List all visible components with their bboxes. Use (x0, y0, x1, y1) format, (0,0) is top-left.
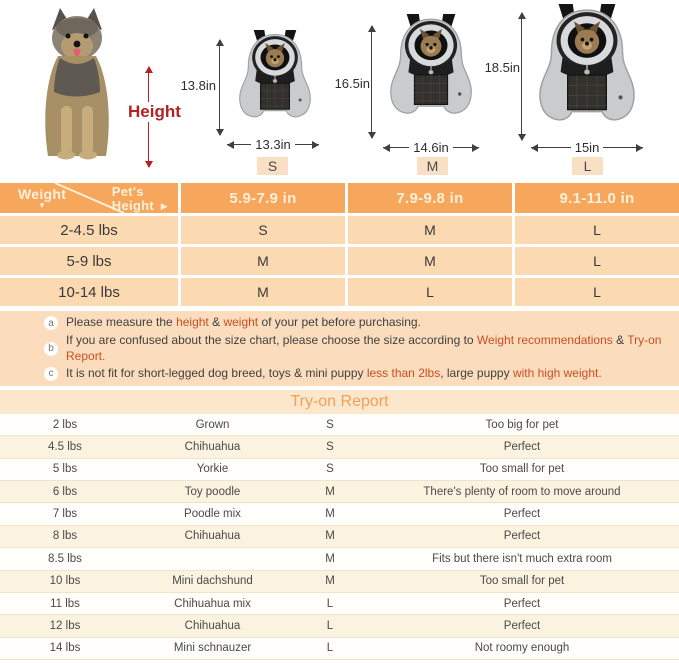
backpack-l-height-arrow (521, 13, 522, 140)
backpack-m-width-value: 14.6in (413, 140, 449, 155)
tryon-row (0, 481, 679, 503)
size-table-size-cell: M (348, 216, 512, 244)
height-axis-text: Pet's Height (111, 184, 155, 213)
tryon-breed-cell: Chihuahua (184, 619, 241, 632)
backpack-s-width-arrow (227, 137, 319, 152)
size-table-size-cell: M (181, 247, 345, 275)
size-chip-m: M (417, 157, 448, 175)
height-annotation-label: Height (128, 102, 181, 121)
tryon-weight-cell: 2 lbs (52, 418, 78, 431)
note-text-segment: of your pet before purchasing. (258, 315, 421, 330)
note-a (44, 315, 667, 331)
tryon-size-cell: L (326, 597, 334, 610)
size-table-size-cell: L (348, 278, 512, 306)
size-table-size-cell: L (515, 247, 679, 275)
tryon-size-cell: M (325, 508, 335, 521)
arrow-down-icon: ▼ (37, 201, 47, 210)
tryon-size-cell: S (326, 441, 334, 454)
note-text-segment: weight (223, 315, 259, 330)
weight-axis-text: Weight (18, 186, 67, 202)
backpack-m-height-arrow (371, 26, 372, 138)
tryon-comment-cell: There's plenty of room to move around (423, 485, 621, 498)
arrow-left-icon (531, 147, 571, 148)
size-chip-l: L (572, 157, 603, 175)
backpack-s-image (233, 30, 317, 129)
note-text-segment: Try-on Report. (66, 332, 662, 363)
tryon-report-title: Try-on Report (0, 390, 679, 414)
size-table-weight-cell: 5-9 lbs (0, 247, 178, 275)
size-chip-s: S (257, 157, 288, 175)
tryon-row (0, 615, 679, 637)
tryon-weight-cell: 4.5 lbs (48, 441, 82, 454)
tryon-weight-cell: 12 lbs (49, 619, 81, 632)
row-axis-label (18, 187, 66, 210)
size-table-col-header: 9.1-11.0 in (515, 183, 679, 213)
size-table-col-header: 7.9-9.8 in (348, 183, 512, 213)
tryon-breed-cell: Chihuahua (184, 441, 241, 454)
note-text-segment: less than 2lbs (366, 366, 441, 381)
note-text-segment: & (208, 315, 224, 330)
tryon-size-cell: M (325, 575, 335, 588)
tryon-breed-cell: Toy poodle (184, 485, 241, 498)
tryon-row (0, 459, 679, 481)
note-text-segment: If you are confused about the size chart, please choose the size according to (66, 332, 477, 347)
tryon-weight-cell: 14 lbs (49, 642, 81, 655)
tryon-weight-cell: 7 lbs (52, 508, 78, 521)
tryon-weight-cell: 8.5 lbs (48, 552, 82, 565)
backpack-s-height-arrow (219, 40, 220, 135)
tryon-breed-cell: Grown (195, 418, 230, 431)
size-recommendation-table (0, 183, 679, 306)
tryon-breed-cell: Chihuahua (184, 530, 241, 543)
tryon-size-cell: S (326, 418, 334, 431)
tryon-breed-cell: Yorkie (196, 463, 229, 476)
note-c-marker: c (44, 367, 58, 381)
tryon-row (0, 638, 679, 660)
arrow-left-icon (383, 147, 409, 148)
arrow-right-icon (453, 147, 479, 148)
tryon-weight-cell: 10 lbs (49, 575, 81, 588)
tryon-breed-cell: Chihuahua mix (174, 597, 251, 610)
size-table-size-cell: L (515, 216, 679, 244)
arrow-right-icon: ▶ (160, 200, 168, 211)
note-b (44, 333, 667, 364)
note-text-segment: , large puppy (440, 366, 513, 381)
size-table-col-header: 5.9-7.9 in (181, 183, 345, 213)
tryon-size-cell: M (325, 530, 335, 543)
note-text-segment: It is not fit for short-legged dog breed, toys & mini puppy (66, 366, 367, 381)
arrow-left-icon (227, 144, 251, 145)
arrow-right-icon (295, 144, 319, 145)
tryon-comment-cell: Too big for pet (485, 418, 559, 431)
tryon-comment-cell: Too small for pet (479, 463, 565, 476)
tryon-row (0, 414, 679, 436)
purchase-notes (0, 311, 679, 386)
tryon-row (0, 503, 679, 525)
backpack-l-width-value: 15in (574, 140, 600, 155)
tryon-breed-cell: Mini schnauzer (173, 642, 252, 655)
tryon-size-cell: S (326, 463, 334, 476)
backpack-l-width-arrow (531, 140, 643, 155)
backpack-m-image (383, 14, 479, 127)
tryon-comment-cell: Fits but there isn't much extra room (432, 552, 612, 565)
size-table-corner-cell (0, 183, 178, 213)
tryon-comment-cell: Perfect (503, 441, 541, 454)
tryon-breed-cell: Poodle mix (184, 508, 241, 521)
note-text-segment: Please measure the (66, 315, 177, 330)
tryon-weight-cell: 8 lbs (52, 530, 78, 543)
tryon-weight-cell: 11 lbs (50, 597, 80, 610)
note-b-text (66, 333, 666, 364)
size-table-size-cell: L (515, 278, 679, 306)
backpack-l-image (531, 4, 643, 136)
size-table-size-cell: S (181, 216, 345, 244)
note-text-segment: Weight recommendations (476, 332, 613, 347)
tryon-weight-cell: 6 lbs (52, 485, 78, 498)
dog-photo (22, 6, 132, 166)
tryon-comment-cell: Too small for pet (479, 575, 565, 588)
tryon-comment-cell: Perfect (503, 597, 541, 610)
note-c-text (66, 366, 602, 382)
backpack-s-height-value: 13.8in (180, 78, 216, 93)
note-text-segment: height (176, 315, 209, 330)
note-b-marker: b (44, 342, 58, 356)
size-table-size-cell: M (181, 278, 345, 306)
note-c (44, 366, 667, 382)
tryon-breed-cell: Mini dachshund (172, 575, 253, 588)
backpack-m-width-arrow (383, 140, 479, 155)
tryon-size-cell: L (326, 619, 334, 632)
tryon-weight-cell: 5 lbs (52, 463, 78, 476)
top-illustration-section (0, 0, 679, 183)
note-text-segment: & (612, 332, 628, 347)
backpack-l-height-value: 18.5in (484, 60, 520, 75)
tryon-comment-cell: Perfect (503, 530, 541, 543)
size-table-weight-cell: 2-4.5 lbs (0, 216, 178, 244)
tryon-comment-cell: Perfect (503, 619, 541, 632)
backpack-m-height-value: 16.5in (334, 76, 370, 91)
arrow-right-icon (603, 147, 643, 148)
size-table-weight-cell: 10-14 lbs (0, 278, 178, 306)
tryon-report-table (0, 414, 679, 660)
tryon-size-cell: M (325, 485, 335, 498)
tryon-size-cell: L (326, 642, 334, 655)
tryon-row (0, 436, 679, 458)
tryon-row (0, 593, 679, 615)
tryon-size-cell: M (325, 552, 335, 565)
note-a-marker: a (44, 316, 58, 330)
tryon-row (0, 526, 679, 548)
note-a-text (66, 315, 421, 331)
note-text-segment: with high weight. (512, 366, 602, 381)
size-table-size-cell: M (348, 247, 512, 275)
tryon-comment-cell: Not roomy enough (474, 642, 570, 655)
tryon-row (0, 571, 679, 593)
tryon-comment-cell: Perfect (503, 508, 541, 521)
tryon-row (0, 548, 679, 570)
col-axis-label (112, 185, 168, 212)
backpack-s-width-value: 13.3in (255, 137, 291, 152)
